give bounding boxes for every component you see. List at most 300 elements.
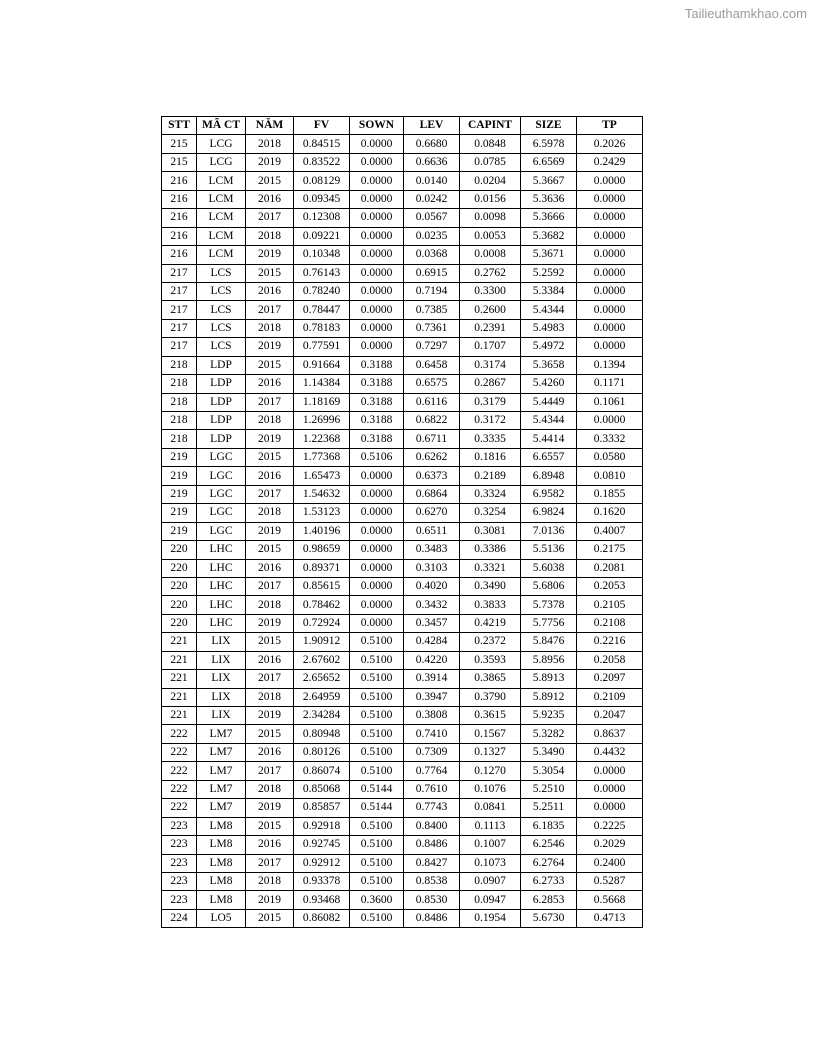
table-cell: 0.1061 — [577, 393, 643, 411]
table-cell: 0.6822 — [404, 412, 460, 430]
table-cell: 216 — [162, 190, 197, 208]
table-cell: 5.6038 — [521, 559, 577, 577]
table-cell: 0.10348 — [294, 246, 350, 264]
table-cell: 0.6116 — [404, 393, 460, 411]
table-cell: 0.0000 — [350, 209, 404, 227]
table-cell: 2015 — [246, 817, 294, 835]
table-cell: 0.1816 — [460, 448, 521, 466]
table-cell: 0.0242 — [404, 190, 460, 208]
table-cell: 2018 — [246, 135, 294, 153]
table-cell: 0.0000 — [577, 227, 643, 245]
table-cell: 223 — [162, 891, 197, 909]
table-cell: 1.77368 — [294, 448, 350, 466]
table-cell: 0.2600 — [460, 301, 521, 319]
table-cell: 0.3081 — [460, 522, 521, 540]
table-cell: 0.3188 — [350, 375, 404, 393]
table-cell: 0.3432 — [404, 596, 460, 614]
table-cell: 2017 — [246, 393, 294, 411]
table-cell: 0.7361 — [404, 319, 460, 337]
table-cell: 0.0000 — [577, 338, 643, 356]
table-cell: 216 — [162, 209, 197, 227]
table-cell: 0.3833 — [460, 596, 521, 614]
table-cell: 5.3282 — [521, 725, 577, 743]
table-cell: 2017 — [246, 670, 294, 688]
table-row — [162, 780, 643, 798]
table-cell: 0.4432 — [577, 743, 643, 761]
table-cell: 0.80126 — [294, 743, 350, 761]
table-cell: 221 — [162, 651, 197, 669]
table-cell: 220 — [162, 614, 197, 632]
table-cell: 0.0841 — [460, 799, 521, 817]
table-cell: LHC — [197, 577, 246, 595]
table-cell: 2018 — [246, 596, 294, 614]
table-cell: 0.3254 — [460, 504, 521, 522]
table-cell: 0.86074 — [294, 762, 350, 780]
table-cell: 0.6636 — [404, 153, 460, 171]
table-cell: 6.2733 — [521, 872, 577, 890]
table-cell: 2016 — [246, 836, 294, 854]
table-cell: 0.78447 — [294, 301, 350, 319]
table-cell: 218 — [162, 375, 197, 393]
table-cell: 2018 — [246, 688, 294, 706]
table-cell: LCG — [197, 153, 246, 171]
table-cell: 0.4007 — [577, 522, 643, 540]
table-cell: 0.0000 — [350, 246, 404, 264]
table-cell: 0.91664 — [294, 356, 350, 374]
table-cell: 0.0000 — [577, 301, 643, 319]
table-cell: 2017 — [246, 485, 294, 503]
table-cell: 0.3335 — [460, 430, 521, 448]
table-cell: 0.77591 — [294, 338, 350, 356]
table-cell: LIX — [197, 633, 246, 651]
table-cell: 0.2189 — [460, 467, 521, 485]
table-cell: 0.8486 — [404, 836, 460, 854]
table-cell: LDP — [197, 356, 246, 374]
table-cell: 0.3103 — [404, 559, 460, 577]
table-cell: LCS — [197, 319, 246, 337]
table-cell: 0.5100 — [350, 633, 404, 651]
table-cell: 0.5100 — [350, 688, 404, 706]
table-cell: LM8 — [197, 872, 246, 890]
table-cell: 0.3179 — [460, 393, 521, 411]
table-cell: 0.3947 — [404, 688, 460, 706]
table-cell: 0.8538 — [404, 872, 460, 890]
table-cell: 5.7756 — [521, 614, 577, 632]
table-cell: 0.85857 — [294, 799, 350, 817]
table-cell: 0.0000 — [577, 319, 643, 337]
table-cell: LIX — [197, 670, 246, 688]
table-cell: 0.0907 — [460, 872, 521, 890]
table-cell: 5.3666 — [521, 209, 577, 227]
table-cell: 0.93378 — [294, 872, 350, 890]
table-cell: 220 — [162, 559, 197, 577]
table-cell: 0.5287 — [577, 872, 643, 890]
table-cell: 0.1007 — [460, 836, 521, 854]
table-row — [162, 375, 643, 393]
table-row — [162, 577, 643, 595]
table-cell: LGC — [197, 504, 246, 522]
table-cell: 0.3324 — [460, 485, 521, 503]
table-row — [162, 614, 643, 632]
table-cell: 216 — [162, 172, 197, 190]
table-cell: 0.7743 — [404, 799, 460, 817]
table-cell: 0.7410 — [404, 725, 460, 743]
table-cell: 0.3321 — [460, 559, 521, 577]
table-cell: 5.4449 — [521, 393, 577, 411]
table-cell: 0.0235 — [404, 227, 460, 245]
table-cell: 0.3615 — [460, 707, 521, 725]
table-cell: 5.4414 — [521, 430, 577, 448]
table-cell: 0.2108 — [577, 614, 643, 632]
table-cell: 0.76143 — [294, 264, 350, 282]
table-cell: 0.1394 — [577, 356, 643, 374]
table-row — [162, 412, 643, 430]
table-cell: 2019 — [246, 338, 294, 356]
table-row — [162, 541, 643, 559]
table-cell: LM7 — [197, 762, 246, 780]
table-row — [162, 209, 643, 227]
table-cell: 215 — [162, 135, 197, 153]
table-row — [162, 707, 643, 725]
table-cell: 2017 — [246, 762, 294, 780]
table-cell: 0.0204 — [460, 172, 521, 190]
table-cell: 2015 — [246, 725, 294, 743]
table-cell: LCM — [197, 190, 246, 208]
table-cell: 0.5100 — [350, 817, 404, 835]
column-header: STT — [162, 117, 197, 135]
table-cell: LCG — [197, 135, 246, 153]
table-cell: 2015 — [246, 633, 294, 651]
table-cell: 219 — [162, 467, 197, 485]
table-cell: 6.1835 — [521, 817, 577, 835]
table-cell: 0.2762 — [460, 264, 521, 282]
table-cell: 223 — [162, 836, 197, 854]
table-cell: 0.1327 — [460, 743, 521, 761]
table-cell: 0.0000 — [350, 172, 404, 190]
table-row — [162, 393, 643, 411]
table-cell: 0.6373 — [404, 467, 460, 485]
table-row — [162, 264, 643, 282]
table-cell: 0.5100 — [350, 725, 404, 743]
table-cell: 6.9582 — [521, 485, 577, 503]
table-row — [162, 356, 643, 374]
table-cell: 0.2372 — [460, 633, 521, 651]
table-cell: 0.5100 — [350, 836, 404, 854]
table-cell: 0.86082 — [294, 909, 350, 927]
table-row — [162, 246, 643, 264]
table-cell: 0.0848 — [460, 135, 521, 153]
table-cell: 0.78183 — [294, 319, 350, 337]
table-cell: 224 — [162, 909, 197, 927]
table-cell: 1.54632 — [294, 485, 350, 503]
table-cell: 0.0000 — [577, 190, 643, 208]
table-cell: 2015 — [246, 448, 294, 466]
table-cell: 0.2391 — [460, 319, 521, 337]
table-cell: 0.2053 — [577, 577, 643, 595]
table-cell: LHC — [197, 596, 246, 614]
table-cell: 0.5100 — [350, 854, 404, 872]
table-cell: LDP — [197, 393, 246, 411]
table-cell: 2016 — [246, 190, 294, 208]
table-cell: 0.7297 — [404, 338, 460, 356]
table-cell: 222 — [162, 780, 197, 798]
table-cell: 2.64959 — [294, 688, 350, 706]
table-cell: 2019 — [246, 799, 294, 817]
table-cell: 2016 — [246, 375, 294, 393]
table-cell: 1.53123 — [294, 504, 350, 522]
table-cell: 2016 — [246, 282, 294, 300]
table-cell: 0.0000 — [577, 172, 643, 190]
column-header: NĂM — [246, 117, 294, 135]
table-cell: 2019 — [246, 891, 294, 909]
table-cell: LCS — [197, 264, 246, 282]
table-row — [162, 467, 643, 485]
table-row — [162, 485, 643, 503]
table-cell: 0.3865 — [460, 670, 521, 688]
table-cell: 0.0000 — [350, 485, 404, 503]
table-row — [162, 172, 643, 190]
table-cell: 0.98659 — [294, 541, 350, 559]
table-row — [162, 319, 643, 337]
table-cell: 0.92918 — [294, 817, 350, 835]
table-cell: 2018 — [246, 319, 294, 337]
table-cell: 0.6458 — [404, 356, 460, 374]
table-cell: 2019 — [246, 153, 294, 171]
table-cell: 0.0008 — [460, 246, 521, 264]
table-cell: 5.4344 — [521, 412, 577, 430]
table-header-row — [162, 117, 643, 135]
table-row — [162, 504, 643, 522]
table-cell: 0.2058 — [577, 651, 643, 669]
table-cell: 5.3671 — [521, 246, 577, 264]
table-cell: 0.6262 — [404, 448, 460, 466]
table-cell: LO5 — [197, 909, 246, 927]
table-cell: 219 — [162, 448, 197, 466]
table-cell: 5.4260 — [521, 375, 577, 393]
table-cell: LIX — [197, 688, 246, 706]
table-cell: 1.26996 — [294, 412, 350, 430]
table-cell: 6.9824 — [521, 504, 577, 522]
table-row — [162, 633, 643, 651]
table-row — [162, 891, 643, 909]
table-cell: 0.85615 — [294, 577, 350, 595]
table-cell: 217 — [162, 338, 197, 356]
table-cell: 5.8913 — [521, 670, 577, 688]
table-cell: 0.93468 — [294, 891, 350, 909]
table-cell: 2.34284 — [294, 707, 350, 725]
table-cell: LCM — [197, 246, 246, 264]
table-cell: 0.2400 — [577, 854, 643, 872]
table-row — [162, 448, 643, 466]
table-cell: 215 — [162, 153, 197, 171]
table-cell: 5.8912 — [521, 688, 577, 706]
table-cell: 0.4284 — [404, 633, 460, 651]
table-cell: 222 — [162, 762, 197, 780]
table-cell: 5.4972 — [521, 338, 577, 356]
table-cell: LDP — [197, 412, 246, 430]
table-cell: 0.1113 — [460, 817, 521, 835]
table-cell: 0.08129 — [294, 172, 350, 190]
table-cell: 0.6864 — [404, 485, 460, 503]
table-cell: 2015 — [246, 264, 294, 282]
table-cell: 221 — [162, 670, 197, 688]
table-cell: LM7 — [197, 725, 246, 743]
table-cell: 0.1954 — [460, 909, 521, 927]
table-cell: 0.4713 — [577, 909, 643, 927]
table-cell: 218 — [162, 412, 197, 430]
table-cell: 0.2175 — [577, 541, 643, 559]
table-cell: 0.1567 — [460, 725, 521, 743]
table-cell: 5.3658 — [521, 356, 577, 374]
table-cell: 5.3490 — [521, 743, 577, 761]
table-cell: 0.0947 — [460, 891, 521, 909]
table-cell: 0.09345 — [294, 190, 350, 208]
table-cell: 1.22368 — [294, 430, 350, 448]
table-cell: 0.0140 — [404, 172, 460, 190]
table-cell: 0.0053 — [460, 227, 521, 245]
table-cell: 0.6511 — [404, 522, 460, 540]
table-row — [162, 338, 643, 356]
table-cell: 221 — [162, 633, 197, 651]
table-cell: 0.6915 — [404, 264, 460, 282]
table-row — [162, 909, 643, 927]
table-cell: 6.6557 — [521, 448, 577, 466]
table-row — [162, 430, 643, 448]
table-cell: 0.2225 — [577, 817, 643, 835]
table-cell: LM8 — [197, 891, 246, 909]
table-cell: 2015 — [246, 541, 294, 559]
table-cell: 0.09221 — [294, 227, 350, 245]
table-cell: 0.5668 — [577, 891, 643, 909]
table-cell: 0.3300 — [460, 282, 521, 300]
table-cell: 0.0000 — [577, 412, 643, 430]
table-cell: 0.7309 — [404, 743, 460, 761]
table-cell: 0.80948 — [294, 725, 350, 743]
table-row — [162, 227, 643, 245]
table-cell: 0.84515 — [294, 135, 350, 153]
column-header: FV — [294, 117, 350, 135]
table-cell: 0.5100 — [350, 909, 404, 927]
table-cell: 0.0000 — [350, 577, 404, 595]
table-cell: 0.0000 — [577, 282, 643, 300]
table-cell: 218 — [162, 356, 197, 374]
table-cell: 220 — [162, 577, 197, 595]
table-cell: 5.4344 — [521, 301, 577, 319]
table-cell: LHC — [197, 559, 246, 577]
table-cell: 222 — [162, 799, 197, 817]
table-cell: 0.5100 — [350, 762, 404, 780]
table-cell: 2018 — [246, 780, 294, 798]
table-cell: 0.0000 — [350, 504, 404, 522]
table-cell: 216 — [162, 227, 197, 245]
table-cell: LCM — [197, 227, 246, 245]
table-cell: 218 — [162, 430, 197, 448]
table-cell: 0.1171 — [577, 375, 643, 393]
table-cell: 0.0580 — [577, 448, 643, 466]
table-cell: 2015 — [246, 172, 294, 190]
table-cell: 0.8637 — [577, 725, 643, 743]
table-cell: 0.6711 — [404, 430, 460, 448]
table-cell: 0.3600 — [350, 891, 404, 909]
table-row — [162, 190, 643, 208]
table-cell: 0.8530 — [404, 891, 460, 909]
table-row — [162, 522, 643, 540]
table-cell: 0.3172 — [460, 412, 521, 430]
table-cell: 2019 — [246, 430, 294, 448]
table-cell: 0.78240 — [294, 282, 350, 300]
table-row — [162, 725, 643, 743]
table-cell: 217 — [162, 282, 197, 300]
table-cell: 0.0000 — [350, 282, 404, 300]
table-cell: 0.2047 — [577, 707, 643, 725]
table-cell: 2017 — [246, 209, 294, 227]
table-cell: 0.5100 — [350, 651, 404, 669]
table-cell: 223 — [162, 817, 197, 835]
table-cell: 5.3636 — [521, 190, 577, 208]
table-cell: 217 — [162, 301, 197, 319]
table-cell: 0.2097 — [577, 670, 643, 688]
table-cell: 0.5144 — [350, 799, 404, 817]
table-cell: 221 — [162, 688, 197, 706]
table-cell: LM8 — [197, 817, 246, 835]
table-cell: 0.5100 — [350, 707, 404, 725]
table-cell: 5.2510 — [521, 780, 577, 798]
table-cell: 0.0156 — [460, 190, 521, 208]
table-cell: 222 — [162, 725, 197, 743]
table-cell: 217 — [162, 264, 197, 282]
table-cell: 5.2511 — [521, 799, 577, 817]
table-cell: 0.2429 — [577, 153, 643, 171]
table-cell: 5.3682 — [521, 227, 577, 245]
table-cell: 6.2546 — [521, 836, 577, 854]
table-cell: 0.7194 — [404, 282, 460, 300]
table-row — [162, 817, 643, 835]
table-cell: 0.2109 — [577, 688, 643, 706]
table-cell: 0.1076 — [460, 780, 521, 798]
table-cell: LIX — [197, 707, 246, 725]
table-cell: 5.3054 — [521, 762, 577, 780]
table-cell: 0.0000 — [350, 227, 404, 245]
table-cell: LM7 — [197, 743, 246, 761]
table-cell: 5.7378 — [521, 596, 577, 614]
table-cell: 0.0000 — [350, 190, 404, 208]
table-cell: 6.2764 — [521, 854, 577, 872]
table-cell: 5.3384 — [521, 282, 577, 300]
table-cell: 5.5136 — [521, 541, 577, 559]
table-cell: 0.1270 — [460, 762, 521, 780]
table-cell: 0.1707 — [460, 338, 521, 356]
table-cell: 0.8486 — [404, 909, 460, 927]
table-cell: 216 — [162, 246, 197, 264]
table-cell: 0.72924 — [294, 614, 350, 632]
table-cell: 2018 — [246, 227, 294, 245]
table-cell: 219 — [162, 522, 197, 540]
table-cell: 0.83522 — [294, 153, 350, 171]
table-cell: 0.12308 — [294, 209, 350, 227]
table-row — [162, 282, 643, 300]
table-cell: 0.4219 — [460, 614, 521, 632]
table-cell: 2017 — [246, 301, 294, 319]
table-cell: 0.0000 — [577, 246, 643, 264]
table-row — [162, 135, 643, 153]
table-cell: 0.0000 — [577, 209, 643, 227]
table-cell: 0.3808 — [404, 707, 460, 725]
table-cell: 0.78462 — [294, 596, 350, 614]
table-cell: 2016 — [246, 559, 294, 577]
table-cell: LGC — [197, 522, 246, 540]
table-cell: 223 — [162, 854, 197, 872]
table-cell: 0.0000 — [577, 264, 643, 282]
